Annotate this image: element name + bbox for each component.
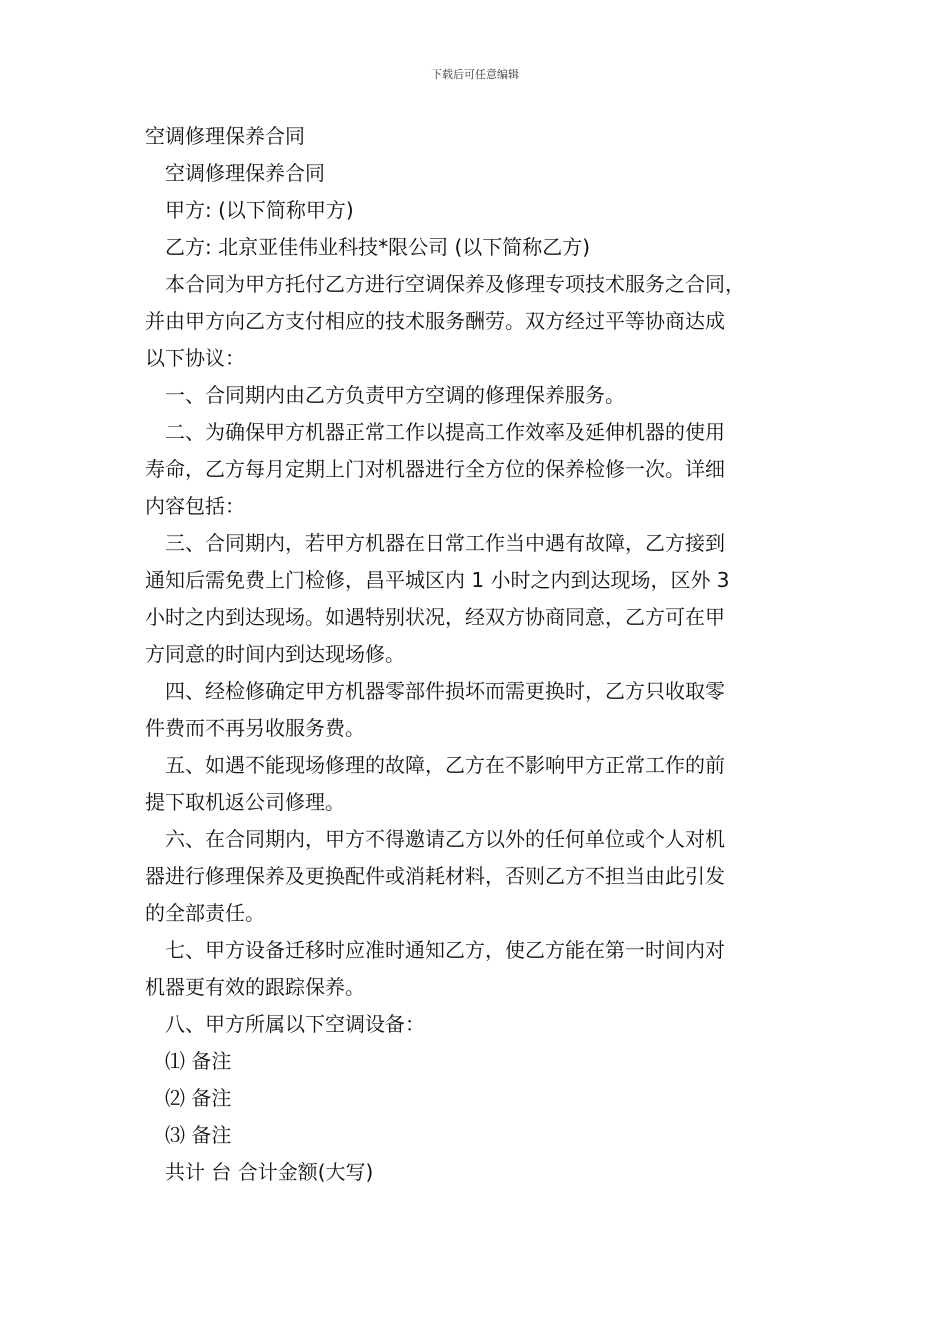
note-1: ⑴ 备注 [165, 1049, 232, 1073]
page-header: 下载后可任意编辑 [431, 68, 519, 81]
clause-3: 三、合同期内，若甲方机器在日常工作当中遇有故障，乙方接到 通知后需免费上门检修，昌平城区内 1 小时之内到达现场，区外 3 小时之内到达现场。如遇特别状况，经双方协商同意，乙方可在甲 方同意的时间内到达现场修。 [145, 531, 730, 666]
clause-2: 二、为确保甲方机器正常工作以提高工作效率及延伸机器的使用 寿命，乙方每月定期上门对机器进行全方位的保养检修一次。详细 内容包括： [145, 420, 725, 518]
clause-8: 八、甲方所属以下空调设备： [165, 1012, 425, 1036]
note-2: ⑵ 备注 [165, 1086, 232, 1110]
clause-1: 一、合同期内由乙方负责甲方空调的修理保养服务。 [165, 383, 625, 407]
clause-6: 六、在合同期内，甲方不得邀请乙方以外的任何单位或个人对机 器进行修理保养及更换配件或消耗材料，否则乙方不担当由此引发 的全部责任。 [145, 827, 725, 925]
document-title: 空调修理保养合同 [145, 124, 305, 148]
intro-paragraph: 本合同为甲方托付乙方进行空调保养及修理专项技术服务之合同， 并由甲方向乙方支付相应的技术服务酬劳。双方经过平等协商达成 以下协议： [145, 272, 745, 370]
party-a: 甲方: (以下简称甲方) [165, 198, 354, 222]
document-subtitle: 空调修理保养合同 [165, 161, 325, 185]
clause-4: 四、经检修确定甲方机器零部件损坏而需更换时，乙方只收取零 件费而不再另收服务费。 [145, 679, 725, 740]
clause-5: 五、如遇不能现场修理的故障，乙方在不影响甲方正常工作的前 提下取机返公司修理。 [145, 753, 725, 814]
document-body [145, 118, 815, 1191]
clause-7: 七、甲方设备迁移时应准时通知乙方，使乙方能在第一时间内对 机器更有效的跟踪保养。 [145, 938, 725, 999]
party-b: 乙方: 北京亚佳伟业科技*限公司 (以下简称乙方) [165, 235, 591, 259]
total-line: 共计 台 合计金额(大写) [165, 1160, 374, 1184]
note-3: ⑶ 备注 [165, 1123, 232, 1147]
